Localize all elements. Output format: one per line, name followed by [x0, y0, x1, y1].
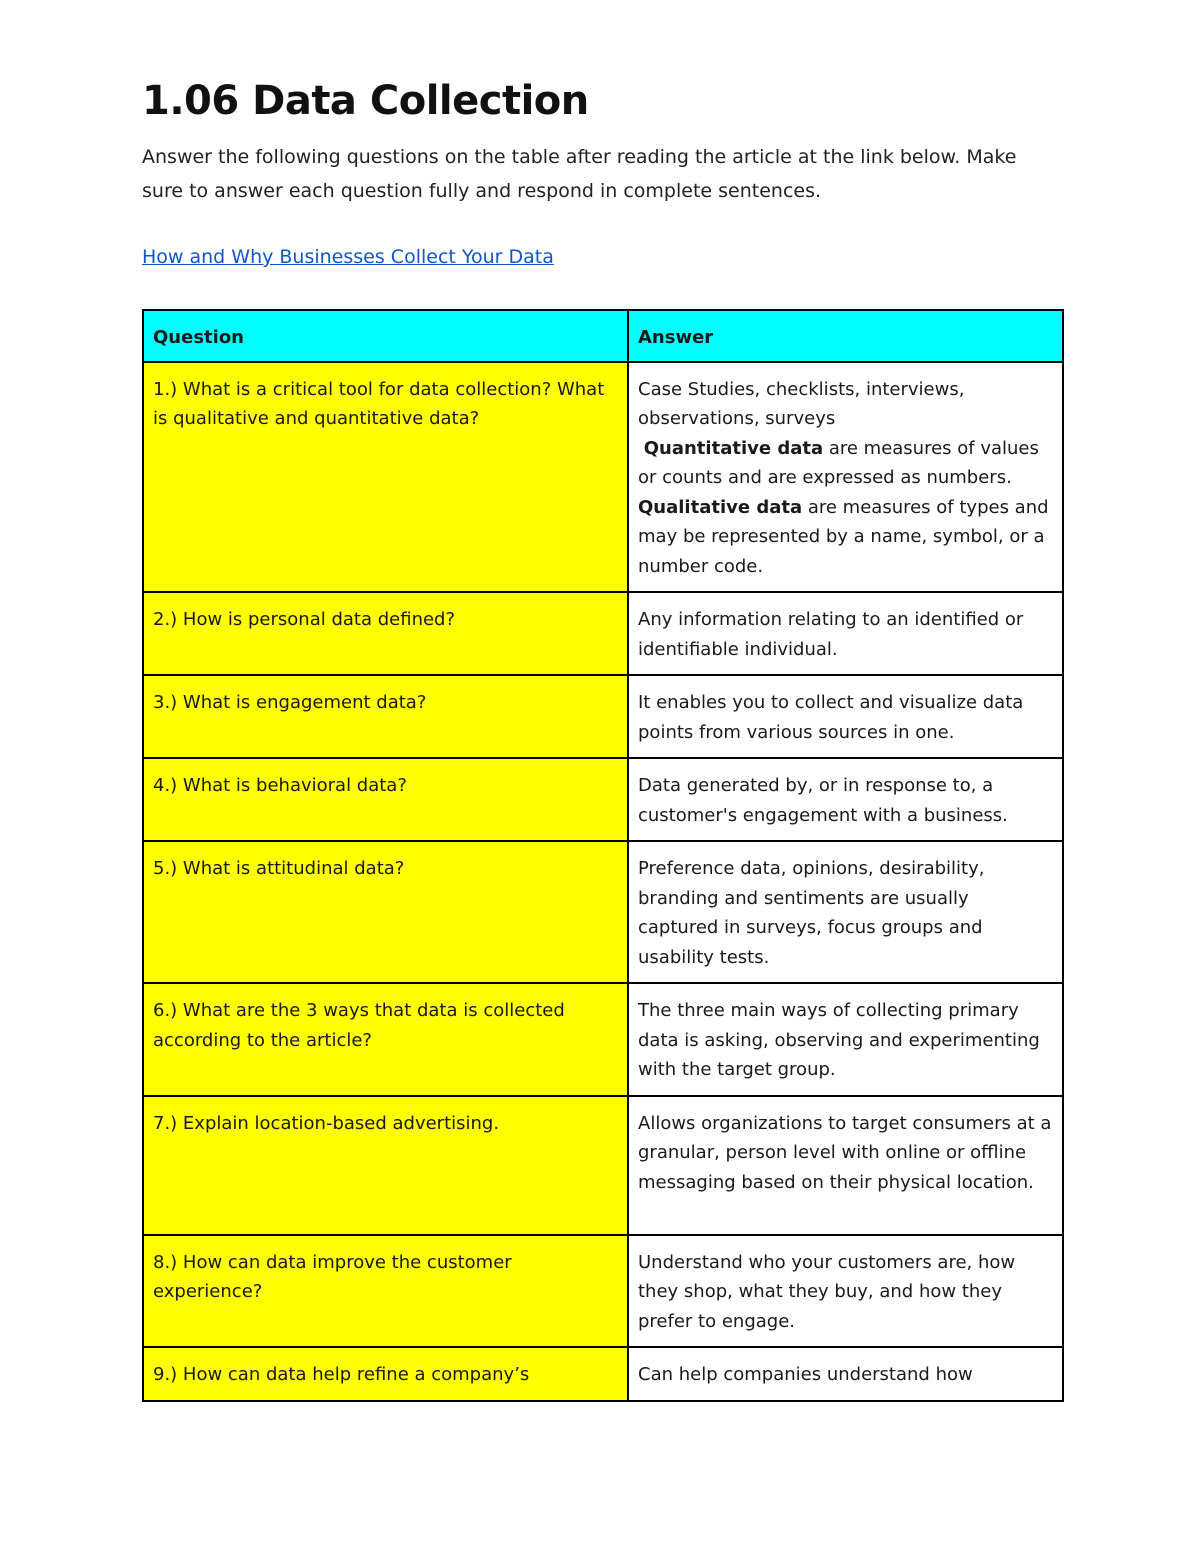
term-qualitative-data: Qualitative data [638, 496, 803, 518]
page-title: 1.06 Data Collection [142, 78, 589, 124]
term-quantitative-data: Quantitative data [643, 437, 824, 459]
answer-text: Case Studies, checklists, interviews, observations, surveys [638, 378, 965, 429]
answer-cell: Preference data, opinions, desirability, branding and sentiments are usually captured in surveys, focus groups and usability tests. [628, 841, 1063, 983]
qa-table [142, 309, 1064, 1402]
answer-cell: Can help companies understand how [628, 1347, 1063, 1401]
question-cell: 4.) What is behavioral data? [143, 758, 628, 841]
definition-text: are measures of types and may be represented by a name, symbol, or a number code. [638, 496, 1049, 577]
question-cell: 2.) How is personal data defined? [143, 592, 628, 675]
question-cell: 1.) What is a critical tool for data collection? What is qualitative and quantitative data? [143, 362, 628, 593]
answer-cell: Allows organizations to target consumers at a granular, person level with online or offline messaging based on their physical location. [628, 1096, 1063, 1235]
answer-cell: Data generated by, or in response to, a customer's engagement with a business. [628, 758, 1063, 841]
answer-definition-quantitative [638, 434, 1053, 493]
question-cell: 6.) What are the 3 ways that data is collected according to the article? [143, 983, 628, 1096]
answer-cell: Understand who your customers are, how they shop, what they buy, and how they prefer to engage. [628, 1235, 1063, 1348]
table-header-row [143, 310, 1063, 362]
table-row [143, 362, 1063, 593]
question-cell: 7.) Explain location-based advertising. [143, 1096, 628, 1235]
answer-cell [628, 362, 1063, 593]
question-cell: 9.) How can data help refine a company’s [143, 1347, 628, 1401]
question-cell: 3.) What is engagement data? [143, 675, 628, 758]
table-row [143, 592, 1063, 675]
question-cell: 8.) How can data improve the customer experience? [143, 1235, 628, 1348]
answer-cell: The three main ways of collecting primary data is asking, observing and experimenting with the target group. [628, 983, 1063, 1096]
intro-paragraph: Answer the following questions on the table after reading the article at the link below. Make sure to answer each question fully and respond in complete sentences. [142, 146, 1017, 202]
article-link[interactable]: How and Why Businesses Collect Your Data [142, 246, 554, 268]
table-row [143, 841, 1063, 983]
table-row [143, 1235, 1063, 1348]
answer-cell: It enables you to collect and visualize data points from various sources in one. [628, 675, 1063, 758]
table-row [143, 758, 1063, 841]
table-row [143, 983, 1063, 1096]
definition-text: are measures of values or counts and are expressed as numbers. [638, 437, 1039, 488]
answer-cell: Any information relating to an identified or identifiable individual. [628, 592, 1063, 675]
answer-column-header: Answer [628, 310, 1063, 362]
table-row [143, 1096, 1063, 1235]
question-cell: 5.) What is attitudinal data? [143, 841, 628, 983]
answer-definition-qualitative [638, 493, 1053, 582]
table-row [143, 675, 1063, 758]
question-column-header: Question [143, 310, 628, 362]
table-row [143, 1347, 1063, 1401]
